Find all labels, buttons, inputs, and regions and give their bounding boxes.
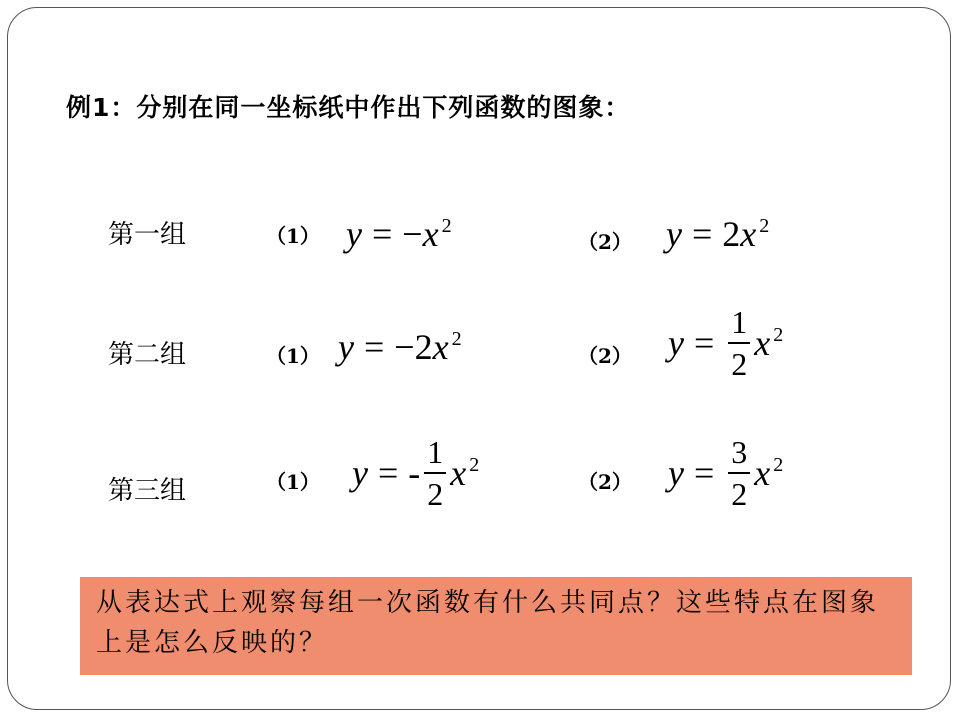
item-number-1-1: （1） (266, 224, 320, 248)
example-heading: 例1：分别在同一坐标纸中作出下列函数的图象： (66, 93, 631, 122)
fraction (424, 436, 446, 510)
fraction-numerator: 1 (731, 304, 748, 340)
formula-exponent: 2 (773, 453, 784, 476)
formula-coef: 2 (722, 214, 741, 254)
formula-3-2 (668, 436, 783, 510)
formula-lhs: y (668, 453, 684, 493)
formula-exponent: 2 (451, 327, 462, 350)
formula-var: x (450, 453, 467, 493)
item-number-1-2: （2） (578, 230, 632, 254)
formula-lhs: y (338, 327, 354, 367)
formula-var: x (740, 214, 757, 254)
formula-lhs: y (346, 214, 362, 254)
fraction-numerator: 3 (731, 434, 748, 470)
fraction (728, 306, 750, 380)
question-box (80, 577, 912, 675)
formula-equals: = (377, 453, 399, 493)
formula-equals: = (691, 214, 713, 254)
fraction-numerator: 1 (427, 434, 444, 470)
formula-exponent: 2 (441, 214, 452, 237)
formula-2-2 (668, 306, 783, 380)
formula-exponent: 2 (759, 214, 770, 237)
fraction (728, 436, 750, 510)
item-number-2-1: （1） (266, 344, 320, 368)
group-label-3: 第三组 (108, 476, 187, 506)
formula-exponent: 2 (469, 453, 480, 476)
item-number-3-2: （2） (578, 470, 632, 494)
item-number-3-1: （1） (266, 470, 320, 494)
group-label-2: 第二组 (108, 340, 187, 370)
formula-var: x (432, 327, 449, 367)
formula-var: x (754, 323, 771, 363)
question-text: 从表达式上观察每组一次函数有什么共同点？这些特点在图象上是怎么反映的？ (96, 588, 880, 658)
formula-equals: = (363, 327, 385, 367)
group-label-1: 第一组 (108, 220, 187, 250)
formula-sign: - (408, 453, 421, 493)
formula-var: x (754, 453, 771, 493)
formula-exponent: 2 (773, 323, 784, 346)
formula-equals: = (693, 453, 715, 493)
formula-equals: = (371, 214, 393, 254)
formula-equals: = (693, 323, 715, 363)
formula-2-1 (338, 326, 462, 368)
fraction-denominator: 2 (728, 342, 750, 380)
fraction-denominator: 2 (728, 472, 750, 510)
formula-var: x (422, 214, 439, 254)
formula-1-2 (666, 213, 769, 255)
item-number-2-2: （2） (578, 344, 632, 368)
formula-sign: − (394, 327, 415, 367)
fraction-denominator: 2 (424, 472, 446, 510)
formula-1-1 (346, 213, 452, 255)
formula-3-1 (352, 436, 479, 510)
formula-lhs: y (666, 214, 682, 254)
formula-lhs: y (352, 453, 368, 493)
formula-lhs: y (668, 323, 684, 363)
formula-coef: 2 (414, 327, 433, 367)
formula-sign: − (402, 214, 423, 254)
